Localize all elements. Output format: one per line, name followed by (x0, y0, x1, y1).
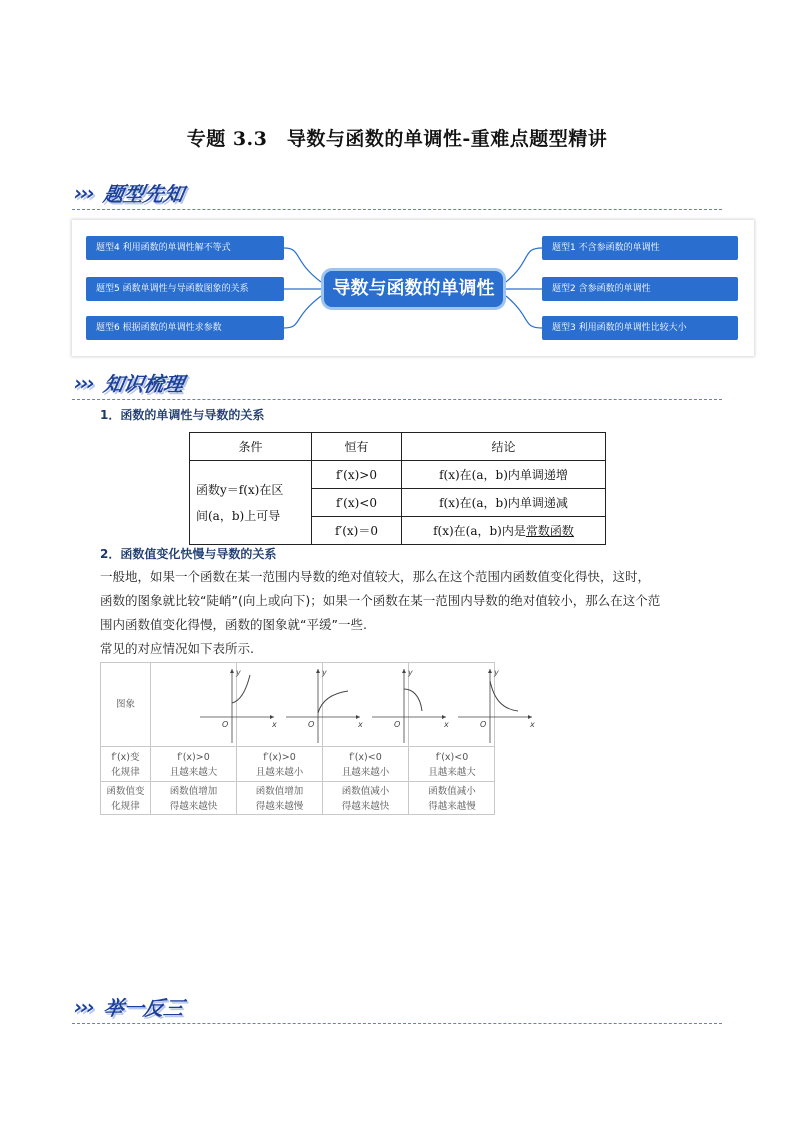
mind-map (72, 220, 754, 356)
derivative-cell (323, 747, 409, 782)
derivative-trend: 且越来越小 (341, 767, 390, 778)
function-cell (323, 782, 409, 815)
x-axis-label: x (357, 720, 363, 729)
section-banner-examples (72, 990, 722, 1024)
banner-arrows-icon: ››› (74, 371, 93, 395)
origin-label: O (393, 720, 400, 729)
monotonicity-table (189, 432, 606, 545)
function-change: 函数值减小 (341, 786, 390, 797)
derivative-trend: 且越来越小 (255, 767, 304, 778)
x-axis-label: x (443, 720, 449, 729)
condition-line: 函数y＝f(x)在区 (196, 482, 284, 497)
mind-map-node-type4: 题型4 利用函数的单调性解不等式 (86, 236, 284, 260)
heading-monotonicity: 1．函数的单调性与导数的关系 (100, 408, 265, 422)
y-axis-label: y (235, 668, 241, 677)
banner-label: 题型先知 (101, 182, 186, 206)
derivative-graph-table (100, 662, 535, 815)
banner-divider (72, 1023, 722, 1024)
function-cell (151, 782, 237, 815)
derivative-cell (151, 747, 237, 782)
function-speed: 得越来越快 (169, 801, 218, 812)
mind-map-node-type3: 题型3 利用函数的单调性比较大小 (542, 316, 738, 340)
table-header: 结论 (402, 433, 606, 461)
row-label-image: 图象 (101, 663, 151, 747)
graph-cell-4 (409, 663, 535, 747)
y-axis-label: y (407, 668, 413, 677)
x-axis-label: x (530, 720, 535, 729)
heading-rate-of-change: 2．函数值变化快慢与导数的关系 (100, 547, 277, 561)
derivative-condition: f′(x)<0 (435, 752, 469, 763)
result-underlined: 常数函数 (525, 524, 574, 538)
row-label-derivative (101, 747, 151, 782)
derivative-cell (237, 747, 323, 782)
row-label-line: 函数值变 (106, 786, 145, 797)
function-change: 函数值增加 (169, 786, 218, 797)
table-cell: f(x)在(a，b)内单调递增 (402, 461, 606, 489)
row-label-line: f′(x)变 (111, 752, 140, 763)
paragraph-line: 围内函数值变化得慢，函数的图象就“平缓”一些. (100, 617, 367, 632)
table-condition-cell (190, 461, 312, 545)
paragraph-line: 一般地，如果一个函数在某一范围内导数的绝对值较大，那么在这个范围内函数值变化得快，这时， (100, 569, 651, 584)
graph-cell-3 (323, 663, 449, 747)
y-axis-label: y (494, 668, 499, 677)
paragraph-intro: 常见的对应情况如下表所示. (100, 641, 254, 656)
mind-map-node-type1: 题型1 不含参函数的单调性 (542, 236, 738, 260)
mind-map-center: 导数与函数的单调性 (321, 268, 506, 310)
derivative-trend: 且越来越大 (428, 767, 476, 778)
derivative-condition: f′(x)<0 (349, 752, 382, 763)
banner-divider (72, 209, 722, 210)
origin-label: O (480, 720, 487, 729)
table-cell: f′(x)<0 (312, 489, 402, 517)
banner-divider (72, 399, 722, 400)
table-header: 条件 (190, 433, 312, 461)
derivative-condition: f′(x)>0 (177, 752, 210, 763)
derivative-condition: f′(x)>0 (263, 752, 296, 763)
x-axis-label: x (271, 720, 277, 729)
derivative-cell (409, 747, 495, 782)
function-change: 函数值减小 (428, 786, 476, 797)
mind-map-node-type2: 题型2 含参函数的单调性 (542, 277, 738, 301)
table-row (190, 461, 606, 489)
paragraph-line: 函数的图象就比较“陡峭”(向上或向下)；如果一个函数在某一范围内导数的绝对值较小，那么在这个范 (100, 593, 661, 608)
table-cell (402, 517, 606, 545)
table-header: 恒有 (312, 433, 402, 461)
row-label-function (101, 782, 151, 815)
derivative-trend: 且越来越大 (169, 767, 218, 778)
condition-line: 间(a，b)上可导 (196, 508, 281, 523)
mind-map-node-type6: 题型6 根据函数的单调性求参数 (86, 316, 284, 340)
mind-map-node-type5: 题型5 函数单调性与导函数图象的关系 (86, 277, 284, 301)
table-cell: f′(x)＝0 (312, 517, 402, 545)
function-cell (409, 782, 495, 815)
graph-cell-1 (151, 663, 277, 747)
table-cell: f(x)在(a，b)内单调递减 (402, 489, 606, 517)
banner-label: 举一反三 (101, 996, 186, 1020)
paragraph-explanation (100, 565, 740, 637)
y-axis-label: y (321, 668, 327, 677)
banner-arrows-icon: ››› (74, 181, 93, 205)
section-banner-question-types (72, 176, 722, 210)
graph-cell-2 (237, 663, 363, 747)
result-text: f(x)在(a，b)内是 (433, 524, 526, 538)
banner-label: 知识梳理 (101, 372, 186, 396)
row-label-line: 化规律 (111, 767, 140, 778)
page-title: 专题 3.3 导数与函数的单调性-重难点题型精讲 (186, 128, 608, 150)
graph-decreasing-slow (452, 663, 538, 747)
section-banner-knowledge (72, 366, 722, 400)
function-speed: 得越来越慢 (428, 801, 476, 812)
table-header-row (190, 433, 606, 461)
function-cell (237, 782, 323, 815)
table-cell: f′(x)>0 (312, 461, 402, 489)
function-speed: 得越来越慢 (255, 801, 304, 812)
origin-label: O (221, 720, 228, 729)
row-label-line: 化规律 (111, 801, 140, 812)
origin-label: O (307, 720, 314, 729)
function-speed: 得越来越快 (341, 801, 390, 812)
function-change: 函数值增加 (255, 786, 304, 797)
banner-arrows-icon: ››› (74, 995, 93, 1019)
